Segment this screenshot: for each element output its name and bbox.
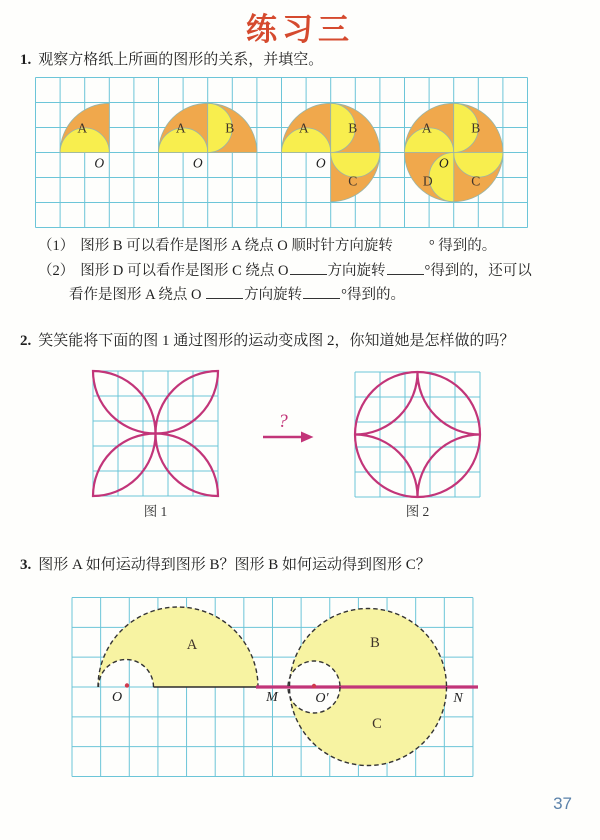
subquestion-1-tail: 得到的。	[438, 238, 497, 254]
figure-label: A	[298, 120, 309, 136]
figure-label: B	[348, 120, 358, 136]
subquestion-2-mid2: 方向旋转	[244, 287, 303, 304]
figure-label: 图 1	[143, 504, 168, 519]
figure-label: B	[471, 120, 481, 136]
subquestion-2-text2: 看作是图形 A 绕点 O	[69, 287, 202, 304]
problem2-statement	[20, 329, 515, 350]
figure-label: D	[422, 173, 433, 189]
point-oprime-dot	[312, 684, 316, 688]
figure-label: O	[192, 155, 203, 171]
circle-curve	[355, 372, 480, 497]
problem2-number: 2.	[20, 333, 32, 349]
figure-label: C	[372, 716, 382, 732]
figure-label: O	[94, 155, 105, 171]
pinwheel-figure	[282, 103, 380, 201]
answer-blank[interactable]	[303, 285, 340, 299]
problem1-number: 1.	[20, 52, 32, 68]
subquestion-2-number: （2）	[38, 262, 75, 279]
problem3-statement	[20, 553, 431, 574]
figure-label: B	[225, 120, 235, 136]
problem1-text: 观察方格纸上所画的图形的关系，并填空。	[38, 52, 324, 68]
answer-blank[interactable]	[387, 261, 424, 275]
degree-symbol: °	[424, 262, 431, 279]
problem2-figure-svg	[85, 364, 495, 526]
figure-label: A	[77, 120, 88, 136]
arrow-head-icon	[301, 432, 314, 443]
figure-label: A	[175, 120, 186, 136]
page-title: 练习三	[246, 12, 354, 47]
point-o-dot	[125, 683, 129, 687]
pinwheel-figure	[405, 103, 503, 201]
subquestion-2-tail: 得到的，还可以	[430, 262, 532, 279]
problem3-figure-svg	[70, 591, 484, 789]
figure-label: 图 2	[405, 504, 430, 519]
subquestion-2-line1	[38, 259, 532, 284]
page-number: 37	[553, 794, 572, 813]
petal-curve	[156, 434, 219, 497]
problem3-number: 3.	[20, 557, 32, 573]
degree-symbol: °	[428, 238, 435, 254]
answer-blank[interactable]	[206, 285, 243, 299]
figure-label: A	[421, 120, 432, 136]
problem1-figure-svg	[35, 77, 529, 230]
figure-label: O	[111, 690, 123, 705]
subquestion-2-mid: 方向旋转	[327, 262, 386, 279]
subquestion-2-text: 图形 D 可以看作是图形 C 绕点 O	[80, 262, 289, 279]
figure-label: O	[315, 155, 326, 171]
petal-curve	[93, 434, 156, 497]
problem1-subquestions	[38, 234, 532, 308]
figure-label: C	[348, 173, 358, 189]
figure-label: O′	[315, 691, 329, 706]
degree-symbol: °	[341, 287, 347, 304]
subquestion-2-line2	[38, 283, 532, 308]
figure-label: A	[186, 637, 198, 653]
figure-label: N	[453, 691, 463, 706]
figure-label: B	[370, 635, 380, 651]
figure-label: M	[266, 690, 278, 705]
subquestion-2-tail2: 得到的。	[346, 287, 405, 304]
subquestion-1-text: 图形 B 可以看作是图形 A 绕点 O 顺时针方向旋转	[80, 238, 393, 254]
problem1-statement	[20, 48, 323, 69]
shape-a-fill	[98, 607, 258, 687]
figure-label: ?	[278, 411, 288, 432]
petal-curve	[156, 371, 219, 434]
problem2-text: 笑笑能将下面的图 1 通过图形的运动变成图 2，你知道她是怎样做的吗？	[38, 333, 515, 349]
petal-curve	[93, 371, 156, 434]
subquestion-1	[38, 234, 532, 259]
answer-blank[interactable]	[290, 261, 327, 275]
figure-label: O	[438, 155, 449, 171]
problem3-text: 图形 A 如何运动得到图形 B？图形 B 如何运动得到图形 C？	[38, 557, 431, 573]
figure-label: C	[471, 173, 481, 189]
subquestion-1-number: （1）	[38, 238, 75, 254]
